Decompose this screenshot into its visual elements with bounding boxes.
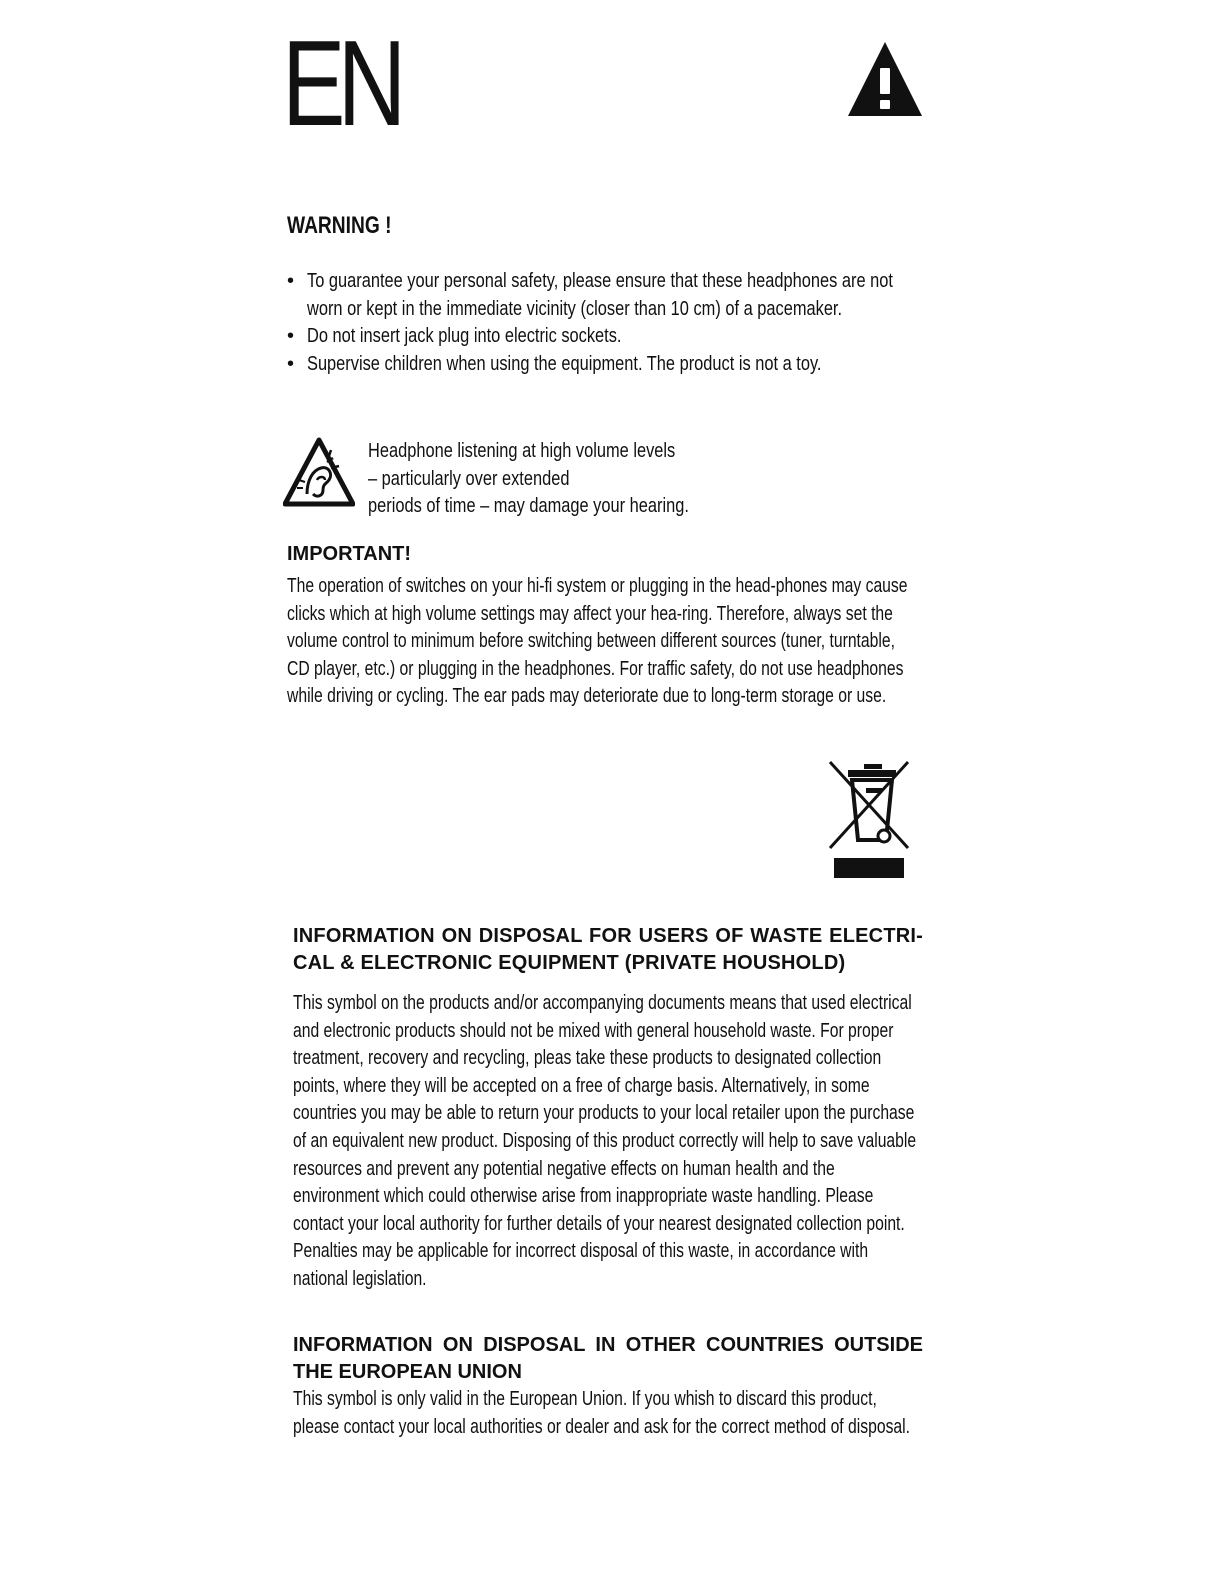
hearing-warning-text <box>368 438 788 521</box>
language-code: EN <box>282 15 399 151</box>
bullet-icon: • <box>287 352 295 375</box>
warning-heading: WARNING ! <box>287 212 392 239</box>
hearing-damage-warning-icon <box>283 436 355 508</box>
important-text: The operation of switches on your hi-fi system or plugging in the head-phones may cause clicks which at high volume settings may affect your hea-ring. Therefore, always set the volume control to minimum before switching between different sources (tuner, turntable, CD player, etc.) or plugging in the headphones. For traffic safety, do not use headphones while driving or cycling. The ear pads may deteriorate due to long-term storage or use. <box>287 575 908 708</box>
important-paragraph <box>287 573 919 711</box>
warning-bullet-list <box>287 268 927 378</box>
hearing-line-2: – particularly over extended <box>368 467 570 490</box>
hearing-line-1: Headphone listening at high volume levels <box>368 440 676 462</box>
hearing-line-3: periods of time – may damage your hearing. <box>368 495 689 517</box>
bullet-text: Do not insert jack plug into electric sockets. <box>307 325 622 347</box>
list-item <box>287 323 927 351</box>
bullet-icon: • <box>287 270 295 292</box>
list-item <box>287 268 927 323</box>
disposal-heading: INFORMATION ON DISPOSAL FOR USERS OF WASTE ELECTRI-CAL & ELECTRONIC EQUIPMENT (PRIVATE HOUSHOLD) <box>293 925 923 974</box>
list-item <box>287 351 927 379</box>
outside-eu-paragraph <box>293 1386 921 1441</box>
disposal-text: This symbol on the products and/or accompanying documents means that used electrical and electronic products should not be mixed with general household waste. For proper treatment, recovery and recycling, pleas take these products to designated collection points, where they will be accepted on a free of charge basis. Alternatively, in some countries you may be able to return your products to your local retailer upon the purchase of an equivalent new product. Disposing of this product correctly will help to save valuable resources and prevent any potential negative effects on human health and the environment which could otherwise arise from inappropriate waste handling. Please contact your local authority for further details of your nearest designated collection point. Penalties may be applicable for incorrect disposal of this waste, in accordance with national legislation. <box>293 992 917 1290</box>
bullet-text: Supervise children when using the equipment. The product is not a toy. <box>307 352 822 375</box>
warning-triangle-exclamation-icon <box>846 40 924 118</box>
important-heading: IMPORTANT! <box>287 543 412 565</box>
outside-eu-text: This symbol is only valid in the European Union. If you whish to discard this product, please contact your local authorities or dealer and ask for the correct method of disposal. <box>293 1388 911 1438</box>
crossed-out-wheelie-bin-icon <box>826 758 912 880</box>
bullet-icon: • <box>287 325 295 347</box>
disposal-paragraph <box>293 990 921 1294</box>
bullet-text: To guarantee your personal safety, please ensure that these headphones are not worn or kept in the immediate vicinity (closer than 10 cm) of a pacemaker. <box>307 270 893 320</box>
outside-eu-heading: INFORMATION ON DISPOSAL IN OTHER COUNTRIES OUTSIDE THE EUROPEAN UNION <box>293 1334 923 1383</box>
